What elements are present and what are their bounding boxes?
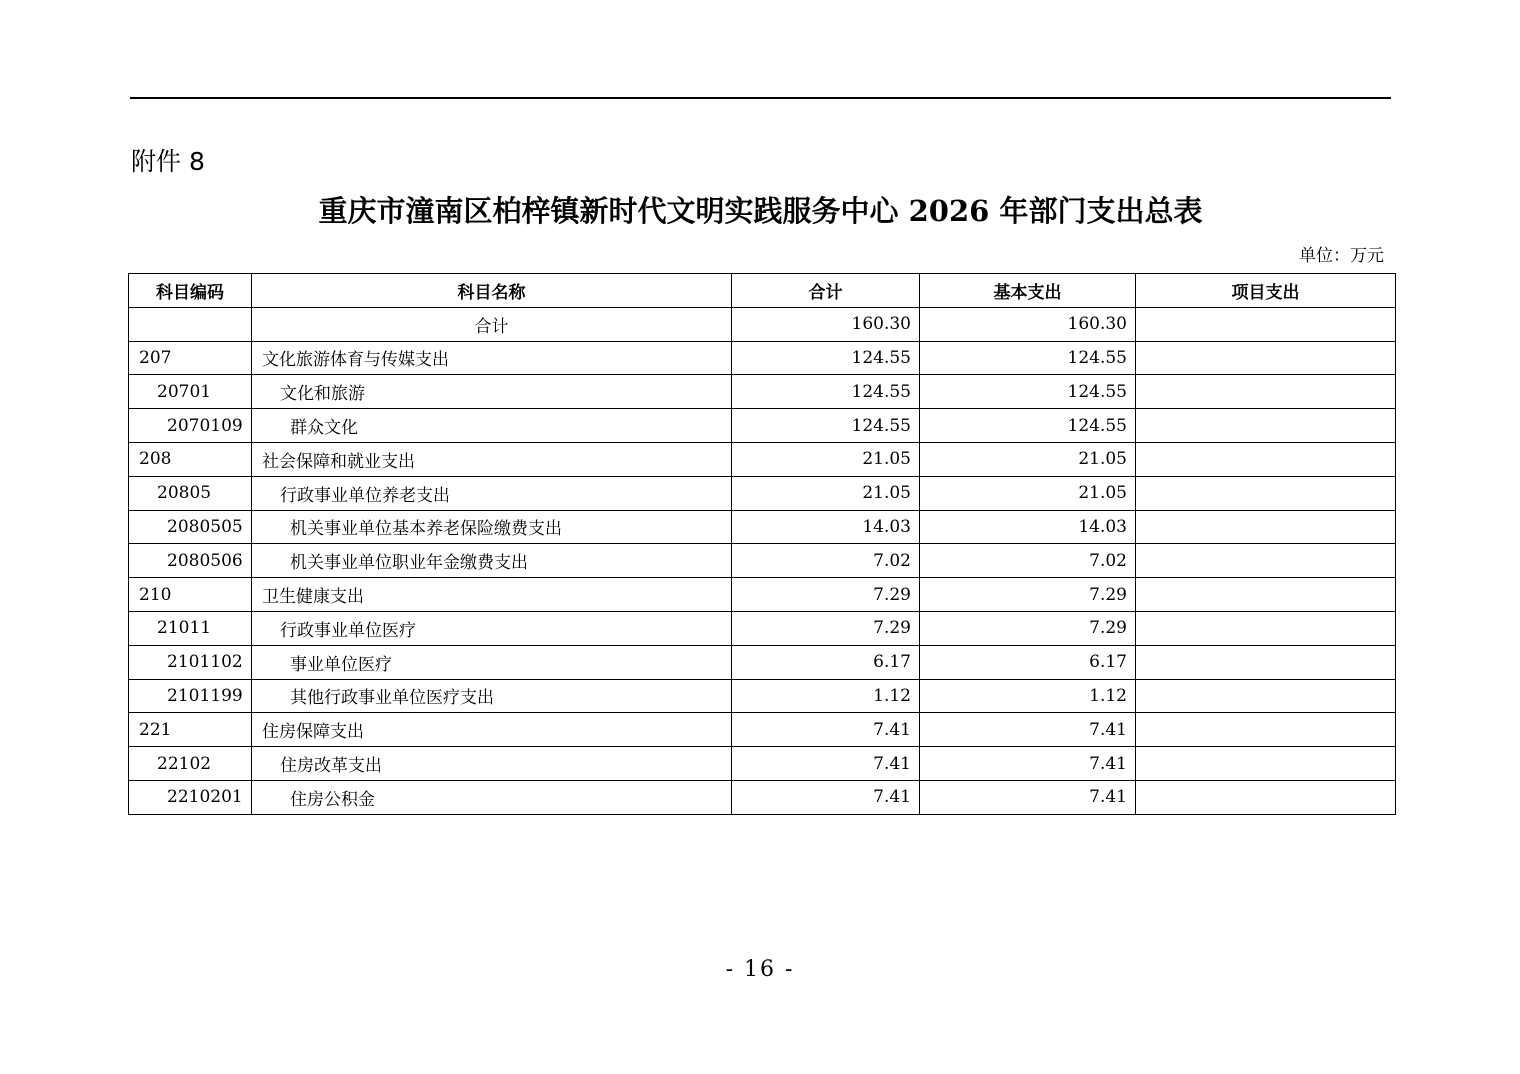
total-cell: 124.55	[732, 409, 920, 443]
attachment-label: 附件 8	[131, 147, 205, 176]
table-row	[129, 611, 1396, 645]
name-cell: 文化旅游体育与传媒支出	[252, 341, 732, 375]
basic-cell: 7.02	[920, 544, 1136, 578]
name-cell: 卫生健康支出	[252, 578, 732, 612]
code-cell: 208	[129, 442, 252, 476]
project-cell	[1136, 747, 1396, 781]
basic-cell: 124.55	[920, 375, 1136, 409]
basic-cell: 7.29	[920, 611, 1136, 645]
page-number: - 16 -	[725, 957, 795, 982]
project-cell	[1136, 780, 1396, 814]
table-row	[129, 747, 1396, 781]
code-cell: 20805	[129, 476, 252, 510]
project-cell	[1136, 578, 1396, 612]
total-cell: 7.02	[732, 544, 920, 578]
name-cell: 行政事业单位医疗	[252, 611, 732, 645]
code-cell: 210	[129, 578, 252, 612]
name-cell: 机关事业单位基本养老保险缴费支出	[252, 510, 732, 544]
total-cell: 124.55	[732, 341, 920, 375]
project-cell	[1136, 409, 1396, 443]
project-cell	[1136, 442, 1396, 476]
project-cell	[1136, 611, 1396, 645]
code-cell: 2101199	[129, 679, 252, 713]
project-cell	[1136, 713, 1396, 747]
header-total: 合计	[732, 274, 920, 308]
code-cell: 207	[129, 341, 252, 375]
basic-cell: 7.41	[920, 747, 1136, 781]
total-sum-cell: 160.30	[732, 307, 920, 341]
total-cell: 14.03	[732, 510, 920, 544]
name-cell: 社会保障和就业支出	[252, 442, 732, 476]
project-cell	[1136, 544, 1396, 578]
total-row	[129, 307, 1396, 341]
code-cell: 2080506	[129, 544, 252, 578]
name-cell: 行政事业单位养老支出	[252, 476, 732, 510]
basic-cell: 14.03	[920, 510, 1136, 544]
basic-cell: 1.12	[920, 679, 1136, 713]
total-cell: 124.55	[732, 375, 920, 409]
code-cell: 2210201	[129, 780, 252, 814]
basic-cell: 7.29	[920, 578, 1136, 612]
project-cell	[1136, 476, 1396, 510]
total-cell: 7.41	[732, 747, 920, 781]
project-cell	[1136, 375, 1396, 409]
total-cell: 6.17	[732, 645, 920, 679]
name-cell: 住房改革支出	[252, 747, 732, 781]
code-cell: 2080505	[129, 510, 252, 544]
table-row	[129, 341, 1396, 375]
project-cell	[1136, 679, 1396, 713]
table-row	[129, 544, 1396, 578]
total-cell: 7.29	[732, 578, 920, 612]
table-row	[129, 442, 1396, 476]
code-cell: 22102	[129, 747, 252, 781]
basic-cell: 21.05	[920, 476, 1136, 510]
basic-cell: 7.41	[920, 713, 1136, 747]
document-title: 重庆市潼南区柏梓镇新时代文明实践服务中心 2026 年部门支出总表	[318, 194, 1203, 228]
project-cell	[1136, 645, 1396, 679]
table-row	[129, 780, 1396, 814]
table-row	[129, 645, 1396, 679]
code-cell: 20701	[129, 375, 252, 409]
name-cell: 其他行政事业单位医疗支出	[252, 679, 732, 713]
code-cell: 2101102	[129, 645, 252, 679]
header-code: 科目编码	[129, 274, 252, 308]
code-cell: 2070109	[129, 409, 252, 443]
table-row	[129, 375, 1396, 409]
table-row	[129, 713, 1396, 747]
basic-cell: 6.17	[920, 645, 1136, 679]
name-cell: 机关事业单位职业年金缴费支出	[252, 544, 732, 578]
total-name-cell: 合计	[252, 307, 732, 341]
total-code-cell	[129, 307, 252, 341]
project-cell	[1136, 341, 1396, 375]
basic-cell: 21.05	[920, 442, 1136, 476]
header-basic: 基本支出	[920, 274, 1136, 308]
code-cell: 221	[129, 713, 252, 747]
total-cell: 7.41	[732, 713, 920, 747]
table-row	[129, 578, 1396, 612]
total-cell: 21.05	[732, 442, 920, 476]
table-row	[129, 476, 1396, 510]
name-cell: 住房公积金	[252, 780, 732, 814]
table-row	[129, 510, 1396, 544]
basic-cell: 7.41	[920, 780, 1136, 814]
header-project: 项目支出	[1136, 274, 1396, 308]
header-name: 科目名称	[252, 274, 732, 308]
total-cell: 1.12	[732, 679, 920, 713]
header-rule	[130, 97, 1391, 99]
total-project-cell	[1136, 307, 1396, 341]
table-header-row	[129, 274, 1396, 308]
project-cell	[1136, 510, 1396, 544]
total-cell: 21.05	[732, 476, 920, 510]
unit-label: 单位：万元	[1299, 246, 1384, 266]
code-cell: 21011	[129, 611, 252, 645]
name-cell: 文化和旅游	[252, 375, 732, 409]
total-basic-cell: 160.30	[920, 307, 1136, 341]
name-cell: 事业单位医疗	[252, 645, 732, 679]
total-cell: 7.41	[732, 780, 920, 814]
expense-table	[128, 273, 1396, 815]
table-row	[129, 679, 1396, 713]
name-cell: 住房保障支出	[252, 713, 732, 747]
name-cell: 群众文化	[252, 409, 732, 443]
basic-cell: 124.55	[920, 409, 1136, 443]
basic-cell: 124.55	[920, 341, 1136, 375]
table-row	[129, 409, 1396, 443]
total-cell: 7.29	[732, 611, 920, 645]
